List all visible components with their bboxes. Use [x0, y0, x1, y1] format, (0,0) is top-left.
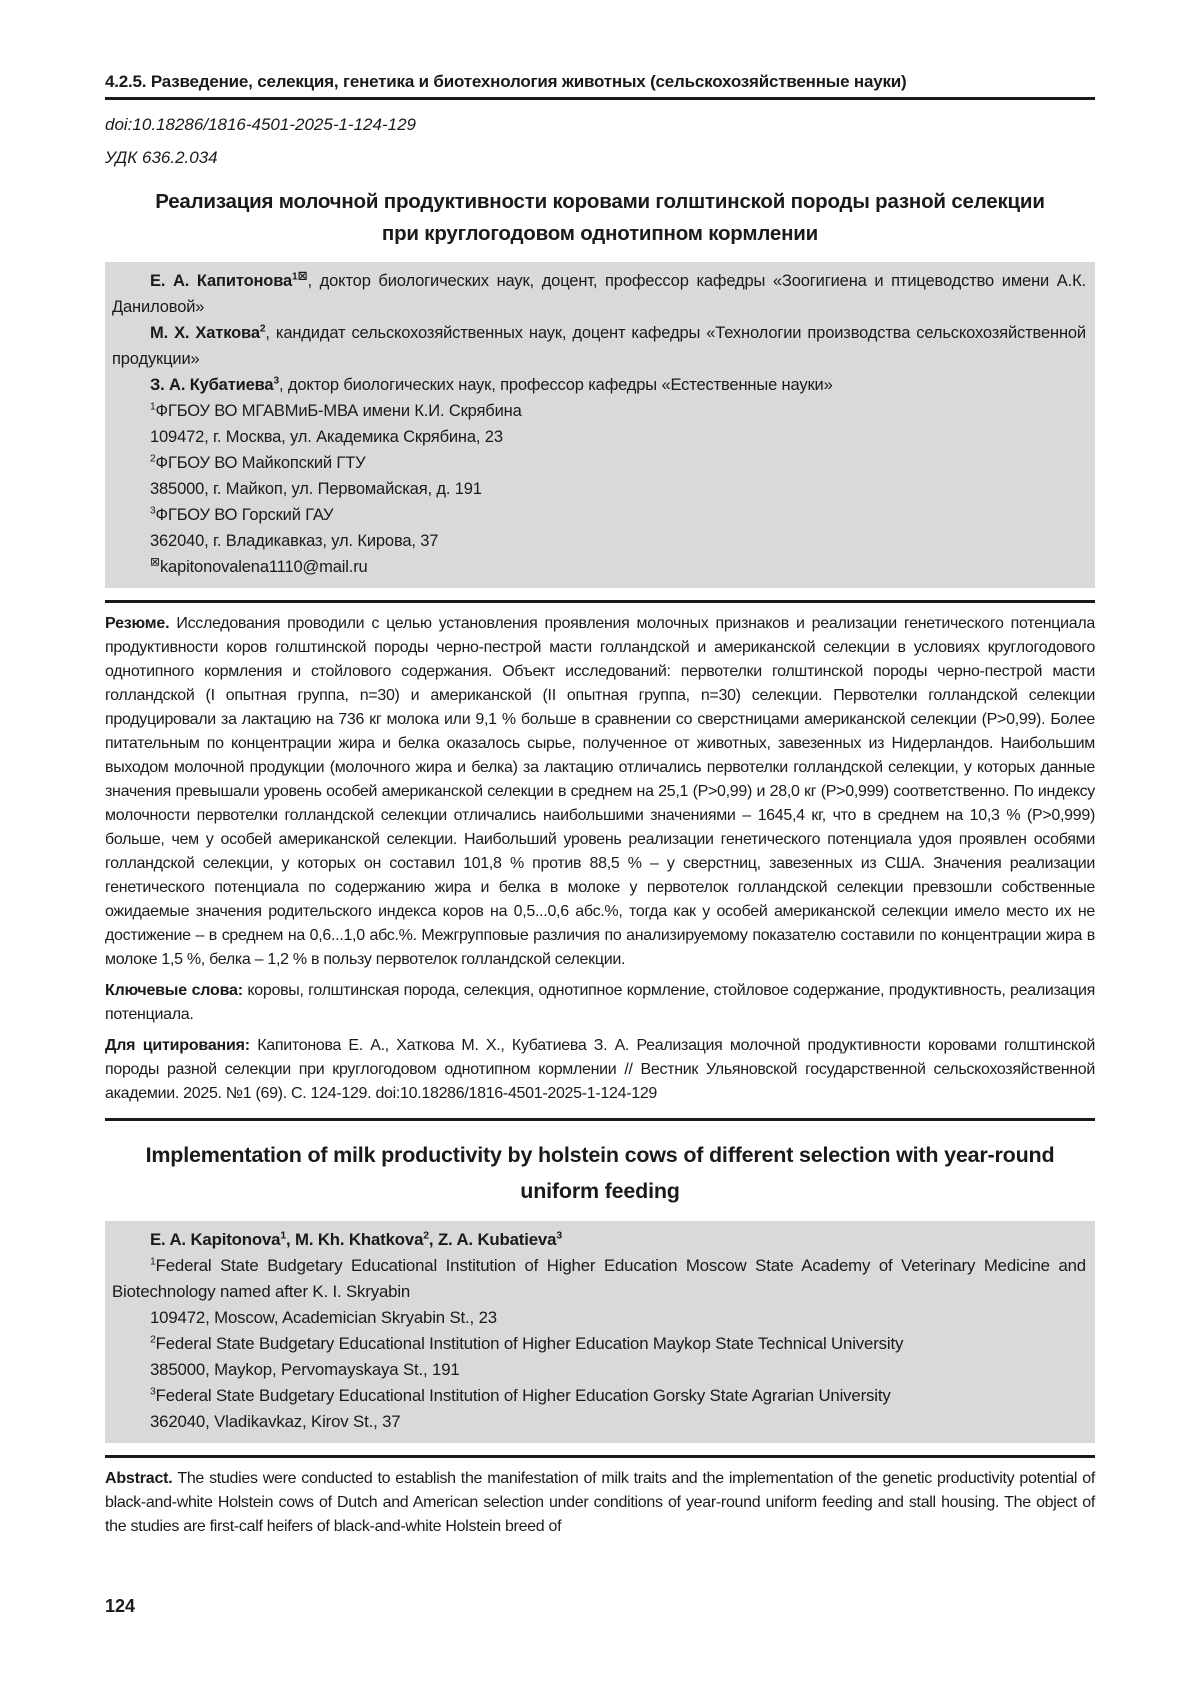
author-name-text: З. А. Кубатиева [150, 376, 274, 394]
affiliation-text: 385000, Maykop, Pervomayskaya St., 191 [150, 1360, 460, 1379]
envelope-icon: ⊠ [297, 268, 308, 283]
affiliation-text: 385000, г. Майкоп, ул. Первомайская, д. 191 [150, 480, 482, 498]
author-separator: , [285, 1230, 295, 1249]
abstract-text: The studies were conducted to establish the manifestation of milk traits and the implementation of the genetic productivity potential of black-and-white Holstein cows of Dutch and American selection under conditions of year-round uniform feeding and stall housing. The object of the studies are first-calf heifers of black-and-white Holstein breed of [105, 1470, 1095, 1535]
divider [105, 1455, 1095, 1458]
author-sup: 3 [556, 1230, 562, 1242]
affiliation-line [112, 1305, 1086, 1331]
author-sup: 2 [259, 323, 266, 335]
author-name [150, 268, 308, 290]
divider [105, 600, 1095, 603]
abstract-label: Резюме. [105, 615, 170, 632]
citation-ru [105, 1034, 1095, 1106]
author-name-text: M. Kh. Khatkova [294, 1230, 424, 1249]
affiliation-line [112, 1383, 1086, 1409]
author-name-text: Z. A. Kubatieva [437, 1230, 557, 1249]
section-header: 4.2.5. Разведение, селекция, генетика и биотехнология животных (сельскохозяйственные науки) [105, 72, 1095, 100]
author-line-ru [112, 320, 1086, 372]
author-separator: , [428, 1230, 438, 1249]
author-sup: 2 [423, 1230, 429, 1242]
affiliation-text: Federal State Budgetary Educational Institution of Higher Education Moscow State Academy of Veterinary Medicine and Biotechnology named after K. I. Skryabin [112, 1256, 1086, 1301]
affiliation-line [112, 528, 1086, 554]
affiliation-text: 109472, г. Москва, ул. Академика Скрябина, 23 [150, 428, 503, 446]
affiliation-text: 362040, г. Владикавказ, ул. Кирова, 37 [150, 532, 439, 550]
article-title-en: Implementation of milk productivity by holstein cows of different selection with year-round uniform feeding [145, 1143, 1055, 1203]
affiliation-text: Federal State Budgetary Educational Institution of Higher Education Gorsky State Agrarian University [155, 1386, 891, 1405]
doi-line: doi:10.18286/1816-4501-2025-1-124-129 [105, 115, 416, 134]
affiliation-line [112, 450, 1086, 476]
abstract-ru [105, 612, 1095, 972]
author-name-text: E. A. Kapitonova [150, 1230, 281, 1249]
keywords-ru [105, 979, 1095, 1027]
author-sup: 3 [273, 375, 280, 387]
author-degrees: , кандидат сельскохозяйственных наук, доцент кафедры «Технологии производства сельскохозяйственной продукции» [112, 324, 1086, 368]
citation-label: Для цитирования: [105, 1037, 250, 1054]
affiliation-line [112, 398, 1086, 424]
author-name [150, 324, 265, 342]
author-degrees: , доктор биологических наук, профессор кафедры «Естественные науки» [279, 376, 833, 394]
envelope-icon: ⊠ [150, 554, 160, 569]
author-line-ru [112, 268, 1086, 320]
affiliation-text: ФГБОУ ВО Горский ГАУ [155, 506, 334, 524]
affiliation-line [112, 1357, 1086, 1383]
page-number: 124 [105, 1596, 136, 1616]
affiliation-sup: 2 [150, 1334, 156, 1346]
affiliation-text: Federal State Budgetary Educational Institution of Higher Education Maykop State Technical University [155, 1334, 904, 1353]
affiliation-sup: 2 [150, 453, 156, 465]
authors-names [150, 1230, 562, 1249]
keywords-label: Ключевые слова: [105, 982, 243, 999]
divider [105, 1118, 1095, 1121]
affiliation-line [112, 1253, 1086, 1305]
affiliation-line [112, 1331, 1086, 1357]
abstract-text: Исследования проводили с целью установления проявления молочных признаков и реализации генетического потенциала продуктивности коров голштинской породы черно-пестрой масти голландской и американской селекции в условиях круглогодового однотипного кормления и стойлового содержания. Объект исследований: первотелки голштинской породы черно-пестрой масти голландской (I опытная группа, n=30) и американской (II опытная группа, n=30) селекции. Первотелки голландской селекции продуцировали за лактацию на 736 кг молока или 9,1 % больше в сравнении со сверстницами американской селекции (Р>0,99). Более питательным по концентрации жира и белка оказалось сырье, полученное от животных, завезенных из Нидерландов. Наибольшим выходом молочной продукции (молочного жира и белка) за лактацию отличались первотелки голландской селекции, у которых данные значения превышали уровень особей американской селекции в среднем на 25,1 (Р>0,99) и 28,0 кг (Р>0,999) соответственно. По индексу молочности первотелки голландской селекции отличались наибольшими значениями – 1645,4 кг, что в среднем на 10,3 % (Р>0,999) больше, чем у особей американской селекции. Наибольший уровень реализации генетического потенциала удоя проявлен особями голландской селекции, у которых он составил 101,8 % против 88,5 % – у сверстниц, завезенных из США. Значения реализации генетического потенциала по содержанию жира и белка в молоке у первотелок голландской селекции превзошли собственные ожидаемые значения родительского индекса коров на 0,5...0,6 абс.%, тогда как у особей американской селекции имело место их не достижение – в среднем на 0,6...1,0 абс.%. Межгрупповые различия по анализируемому показателю составили по концентрации жира в молоке 1,5 %, белка – 1,2 % в пользу первотелок голландской селекции. [105, 615, 1095, 968]
affiliation-line [112, 502, 1086, 528]
author-degrees: , доктор биологических наук, доцент, профессор кафедры «Зоогигиена и птицеводство имени А.К. Даниловой» [112, 272, 1086, 316]
keywords-text: коровы, голштинская порода, селекция, однотипное кормление, стойловое содержание, продуктивность, реализация потенциала. [105, 982, 1096, 1023]
author-line-ru [112, 372, 1086, 398]
affiliation-line [112, 424, 1086, 450]
authors-affiliations-box-ru [105, 262, 1095, 588]
article-title-ru: Реализация молочной продуктивности коровами голштинской породы разной селекции при круглогодовом однотипном кормлении [155, 190, 1045, 245]
affiliation-text: 362040, Vladikavkaz, Kirov St., 37 [150, 1412, 401, 1431]
abstract-label: Abstract. [105, 1470, 173, 1487]
authors-affiliations-box-en [105, 1221, 1095, 1443]
author-name-text: М. Х. Хаткова [150, 324, 260, 342]
email-line [112, 554, 1086, 580]
author-name-text: Е. А. Капитонова [150, 272, 293, 290]
affiliation-sup: 1 [150, 1256, 156, 1268]
author-sup: 1 [292, 271, 298, 283]
author-sup: 1 [280, 1230, 286, 1242]
authors-line-en [112, 1227, 1086, 1253]
affiliation-text: 109472, Moscow, Academician Skryabin St., 23 [150, 1308, 497, 1327]
affiliation-text: ФГБОУ ВО Майкопский ГТУ [155, 454, 366, 472]
affiliation-line [112, 1409, 1086, 1435]
citation-text: Капитонова Е. А., Хаткова М. Х., Кубатиева З. А. Реализация молочной продуктивности коровами голштинской породы разной селекции при круглогодовом однотипном кормлении // Вестник Ульяновской государственной сельскохозяйственной академии. 2025. №1 (69). С. 124-129. doi:10.18286/1816-4501-2025-1-124-129 [105, 1037, 1095, 1102]
author-name [150, 376, 279, 394]
affiliation-line [112, 476, 1086, 502]
udc-line: УДК 636.2.034 [105, 148, 218, 167]
affiliation-text: ФГБОУ ВО МГАВМиБ-МВА имени К.И. Скрябина [155, 402, 522, 420]
abstract-en [105, 1467, 1095, 1539]
email-link[interactable]: kapitonovalena1110@mail.ru [159, 558, 368, 576]
affiliation-sup: 3 [150, 505, 156, 517]
affiliation-sup: 1 [150, 401, 156, 413]
affiliation-sup: 3 [150, 1386, 156, 1398]
